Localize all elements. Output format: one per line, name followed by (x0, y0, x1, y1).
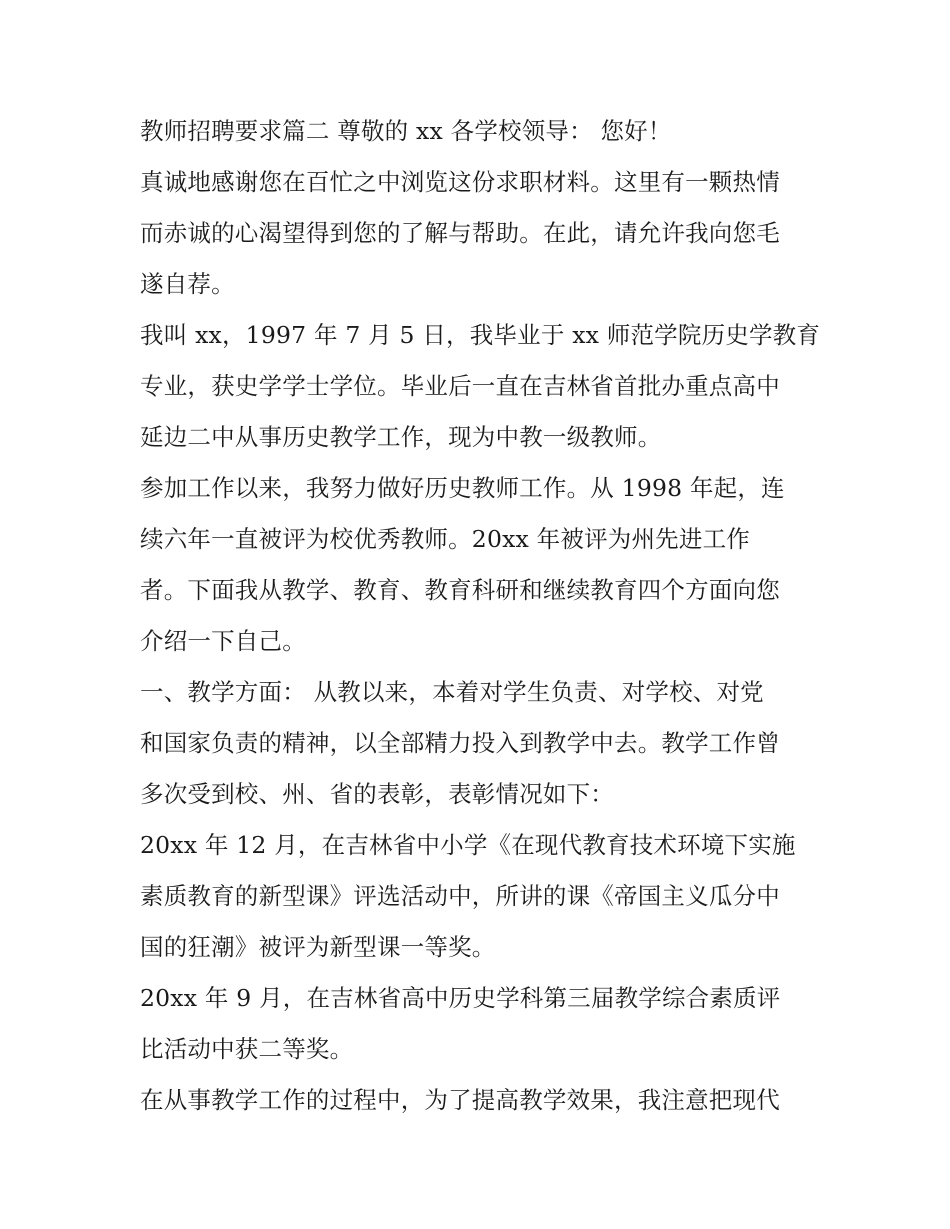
text-line-10: 者。下面我从教学、教育、教育科研和继续教育四个方面向您 (140, 576, 780, 604)
text-line-18: 20xx 年 9 月，在吉林省高中历史学科第三届教学综合素质评 (140, 984, 781, 1012)
text-line-20: 在从事教学工作的过程中，为了提高教学效果，我注意把现代 (140, 1086, 780, 1114)
document-page (140, 111, 820, 1131)
text-line-6: 专业，获史学学士学位。毕业后一直在吉林省首批办重点高中 (140, 372, 780, 400)
text-line-1: 教师招聘要求篇二 尊敬的 xx 各学校领导： 您好！ (140, 117, 672, 145)
text-line-8: 参加工作以来，我努力做好历史教师工作。从 1998 年起，连 (140, 474, 785, 502)
text-line-15: 20xx 年 12 月，在吉林省中小学《在现代教育技术环境下实施 (140, 831, 796, 859)
text-line-13: 和国家负责的精神，以全部精力投入到教学中去。教学工作曾 (140, 729, 780, 757)
text-line-12: 一、教学方面： 从教以来，本着对学生负责、对学校、对党 (140, 678, 764, 706)
text-line-4: 遂自荐。 (140, 270, 235, 298)
text-line-5: 我叫 xx，1997 年 7 月 5 日，我毕业于 xx 师范学院历史学教育 (140, 321, 821, 349)
text-line-7: 延边二中从事历史教学工作，现为中教一级教师。 (140, 423, 662, 451)
text-line-16: 素质教育的新型课》评选活动中，所讲的课《帝国主义瓜分中 (140, 882, 780, 910)
text-line-11: 介绍一下自己。 (140, 627, 306, 655)
text-line-19: 比活动中获二等奖。 (140, 1035, 354, 1063)
text-line-14: 多次受到校、州、省的表彰，表彰情况如下： (140, 780, 614, 808)
text-line-17: 国的狂潮》被评为新型课一等奖。 (140, 933, 496, 961)
text-line-2: 真诚地感谢您在百忙之中浏览这份求职材料。这里有一颗热情 (140, 168, 780, 196)
text-line-3: 而赤诚的心渴望得到您的了解与帮助。在此，请允许我向您毛 (140, 219, 780, 247)
text-line-9: 续六年一直被评为校优秀教师。20xx 年被评为州先进工作 (140, 525, 750, 553)
